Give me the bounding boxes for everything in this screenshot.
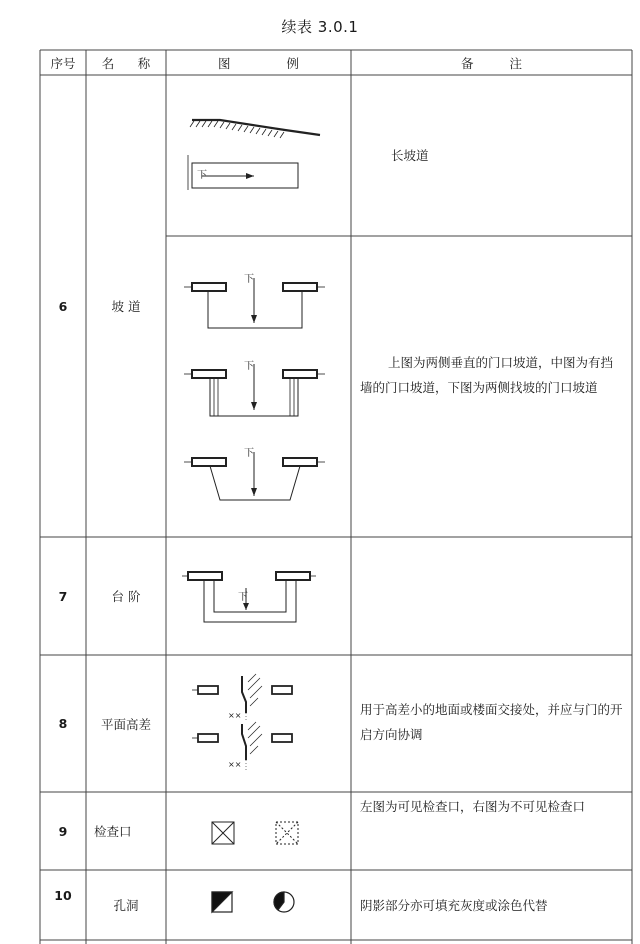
row-10-name: 孔洞 — [113, 898, 139, 913]
long-ramp-drawing — [180, 100, 340, 210]
door-ramp-3-down-mark: 下 — [244, 448, 254, 459]
row-8-remark: 用于高差小的地面或楼面交接处，并应与门的开启方向协调 — [360, 702, 623, 742]
row-8-name: 平面高差 — [100, 716, 151, 732]
header-seq: 序号 — [50, 55, 76, 71]
row-7-remark — [360, 537, 622, 655]
row-7-seq: 7 — [58, 588, 68, 604]
header-legend-char2: 例 — [286, 55, 300, 71]
row-6-name: 坡 道 — [111, 299, 141, 314]
door-ramp-1-down-mark: 下 — [244, 274, 254, 285]
row-9-name: 检查口 — [94, 824, 132, 839]
row-8-seq: 8 — [58, 716, 68, 731]
row-10-seq: 10 — [54, 887, 72, 903]
header-remark — [351, 50, 632, 75]
opening-drawing — [200, 884, 320, 924]
header-name-char1: 名 — [101, 55, 115, 71]
header-name-char2: 称 — [137, 55, 151, 71]
hidden-hatch-icon — [276, 822, 298, 844]
long-ramp-down-mark: 下 — [197, 170, 207, 181]
door-ramp-drawings — [180, 268, 340, 518]
steps-drawing — [180, 560, 340, 640]
round-opening-icon — [274, 892, 294, 912]
access-hatch-drawing — [200, 812, 320, 852]
row-9-remark: 左图为可见检查口，右图为不可见检查口 — [360, 798, 586, 814]
header-remark-char1: 备 — [460, 55, 474, 71]
header-name — [86, 50, 166, 75]
level-difference-upper-mark: ×× — [228, 711, 242, 720]
steps-down-mark: 下 — [238, 592, 248, 603]
door-ramp-2-down-mark: 下 — [244, 361, 254, 372]
row-7-name: 台 阶 — [111, 589, 141, 604]
square-opening-icon — [212, 892, 232, 912]
level-difference-drawing — [190, 668, 310, 783]
table-title: 续表 3.0.1 — [281, 18, 359, 36]
level-difference-lower-mark: ×× — [228, 760, 242, 769]
row-6-remark-long-ramp: 长坡道 — [391, 147, 429, 163]
row-6-seq: 6 — [58, 298, 68, 314]
row-6-remark-door-ramps: 上图为两侧垂直的门口坡道，中图为有挡墙的门口坡道，下图为两侧找坡的门口坡道 — [360, 355, 614, 395]
header-legend-char1: 图 — [217, 55, 231, 71]
row-9-seq: 9 — [58, 823, 68, 839]
header-legend — [166, 50, 351, 75]
row-10-remark: 阴影部分亦可填充灰度或涂色代替 — [360, 897, 548, 913]
header-remark-char2: 注 — [509, 55, 523, 71]
